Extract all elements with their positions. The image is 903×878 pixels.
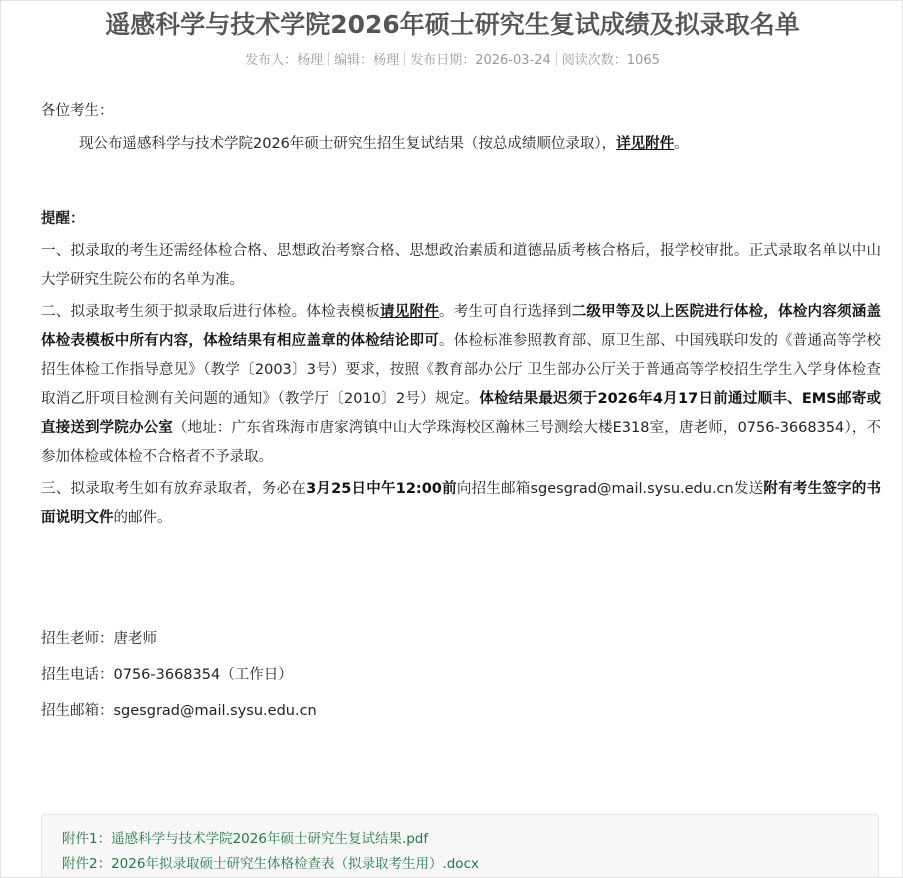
- date-value: 2026-03-24: [475, 53, 551, 68]
- date-label: 发布日期：: [410, 53, 476, 68]
- contact-phone: 招生电话：0756-3668354（工作日）: [41, 667, 293, 683]
- item2-text-4: （地址：广东省珠海市唐家湾镇中山大学珠海校区瀚林三号测绘大楼E318室，唐老师，0756-3668354），不参加体检或体检不合格者不予录取。: [41, 420, 882, 465]
- contact-teacher: 招生老师：唐老师: [41, 631, 157, 647]
- meta-divider: [556, 52, 557, 66]
- views-value: 1065: [626, 53, 660, 68]
- attachments-box: [41, 814, 879, 878]
- intro-end: 。: [674, 136, 689, 152]
- publisher-value: 杨理: [297, 53, 324, 68]
- see-attachment-link[interactable]: 详见附件: [616, 136, 675, 152]
- attachment-link-results-pdf[interactable]: 附件1：遥感科学与技术学院2026年硕士研究生复试结果.pdf: [62, 831, 429, 847]
- article-title: 遥感科学与技术学院2026年硕士研究生复试成绩及拟录取名单: [105, 10, 800, 39]
- contact-info: [41, 621, 317, 729]
- item3-bold-1: 3月25日中午12:00前: [306, 481, 457, 497]
- meta-divider: [328, 52, 329, 66]
- intro-text: 现公布遥感科学与技术学院2026年硕士研究生招生复试结果（按总成绩顺位录取），: [79, 136, 617, 152]
- meta-divider: [404, 52, 405, 66]
- item3-bold-2: 附有考生签字的书面说明文件: [41, 481, 881, 526]
- intro-paragraph: [41, 130, 881, 159]
- article-meta: [1, 51, 903, 71]
- reminder-item-1: 一、拟录取的考生还需经体检合格、思想政治考察合格、思想政治素质和道德品质考核合格后，报学校审批。正式录取名单以中山大学研究生院公布的名单为准。: [41, 243, 881, 288]
- attachment-link-health-form-docx[interactable]: 附件2：2026年拟录取硕士研究生体格检查表（拟录取考生用）.docx: [62, 856, 479, 872]
- item3-text-1: 三、拟录取考生如有放弃录取者，务必在: [41, 481, 307, 497]
- item2-text-3: 。体检标准参照教育部、原卫生部、中国残联印发的《普通高等学校招生体检工作指导意见》（教学〔2003〕3号）要求，按照《教育部办公厅 卫生部办公厅关于普通高等学校招生学生入学身体检查取消乙肝项目检测有关问题的通知》（教学厅〔2010〕2号）规定。: [41, 333, 882, 407]
- editor-value: 杨理: [373, 53, 400, 68]
- item3-text-3: 的邮件。: [113, 510, 172, 526]
- greeting: 各位考生：: [41, 103, 114, 119]
- item2-text-1: 二、拟录取考生须于拟录取后进行体检。体检表模板: [41, 304, 381, 320]
- item2-text-2: 。考生可自行选择到: [439, 304, 572, 320]
- article-body: [41, 97, 881, 533]
- exam-form-attachment-link[interactable]: 请见附件: [380, 304, 440, 320]
- item3-text-2: 向招生邮箱sgesgrad@mail.sysu.edu.cn发送: [456, 481, 764, 497]
- contact-email: 招生邮箱：sgesgrad@mail.sysu.edu.cn: [41, 703, 317, 719]
- publisher-label: 发布人：: [245, 53, 298, 68]
- item2-bold-1: 二级甲等及以上医院进行体检，体检内容须涵盖体检表模板中所有内容，体检结果有相应盖章的体检结论即可: [41, 304, 882, 349]
- editor-label: 编辑：: [334, 53, 374, 68]
- views-label: 阅读次数：: [561, 53, 627, 68]
- reminder-item-3: [41, 475, 881, 533]
- reminder-item-2: [41, 298, 881, 472]
- item2-bold-2: 体检结果最迟须于2026年4月17日前通过顺丰、EMS邮寄或直接送到学院办公室: [41, 391, 882, 436]
- reminder-heading: 提醒：: [41, 211, 85, 227]
